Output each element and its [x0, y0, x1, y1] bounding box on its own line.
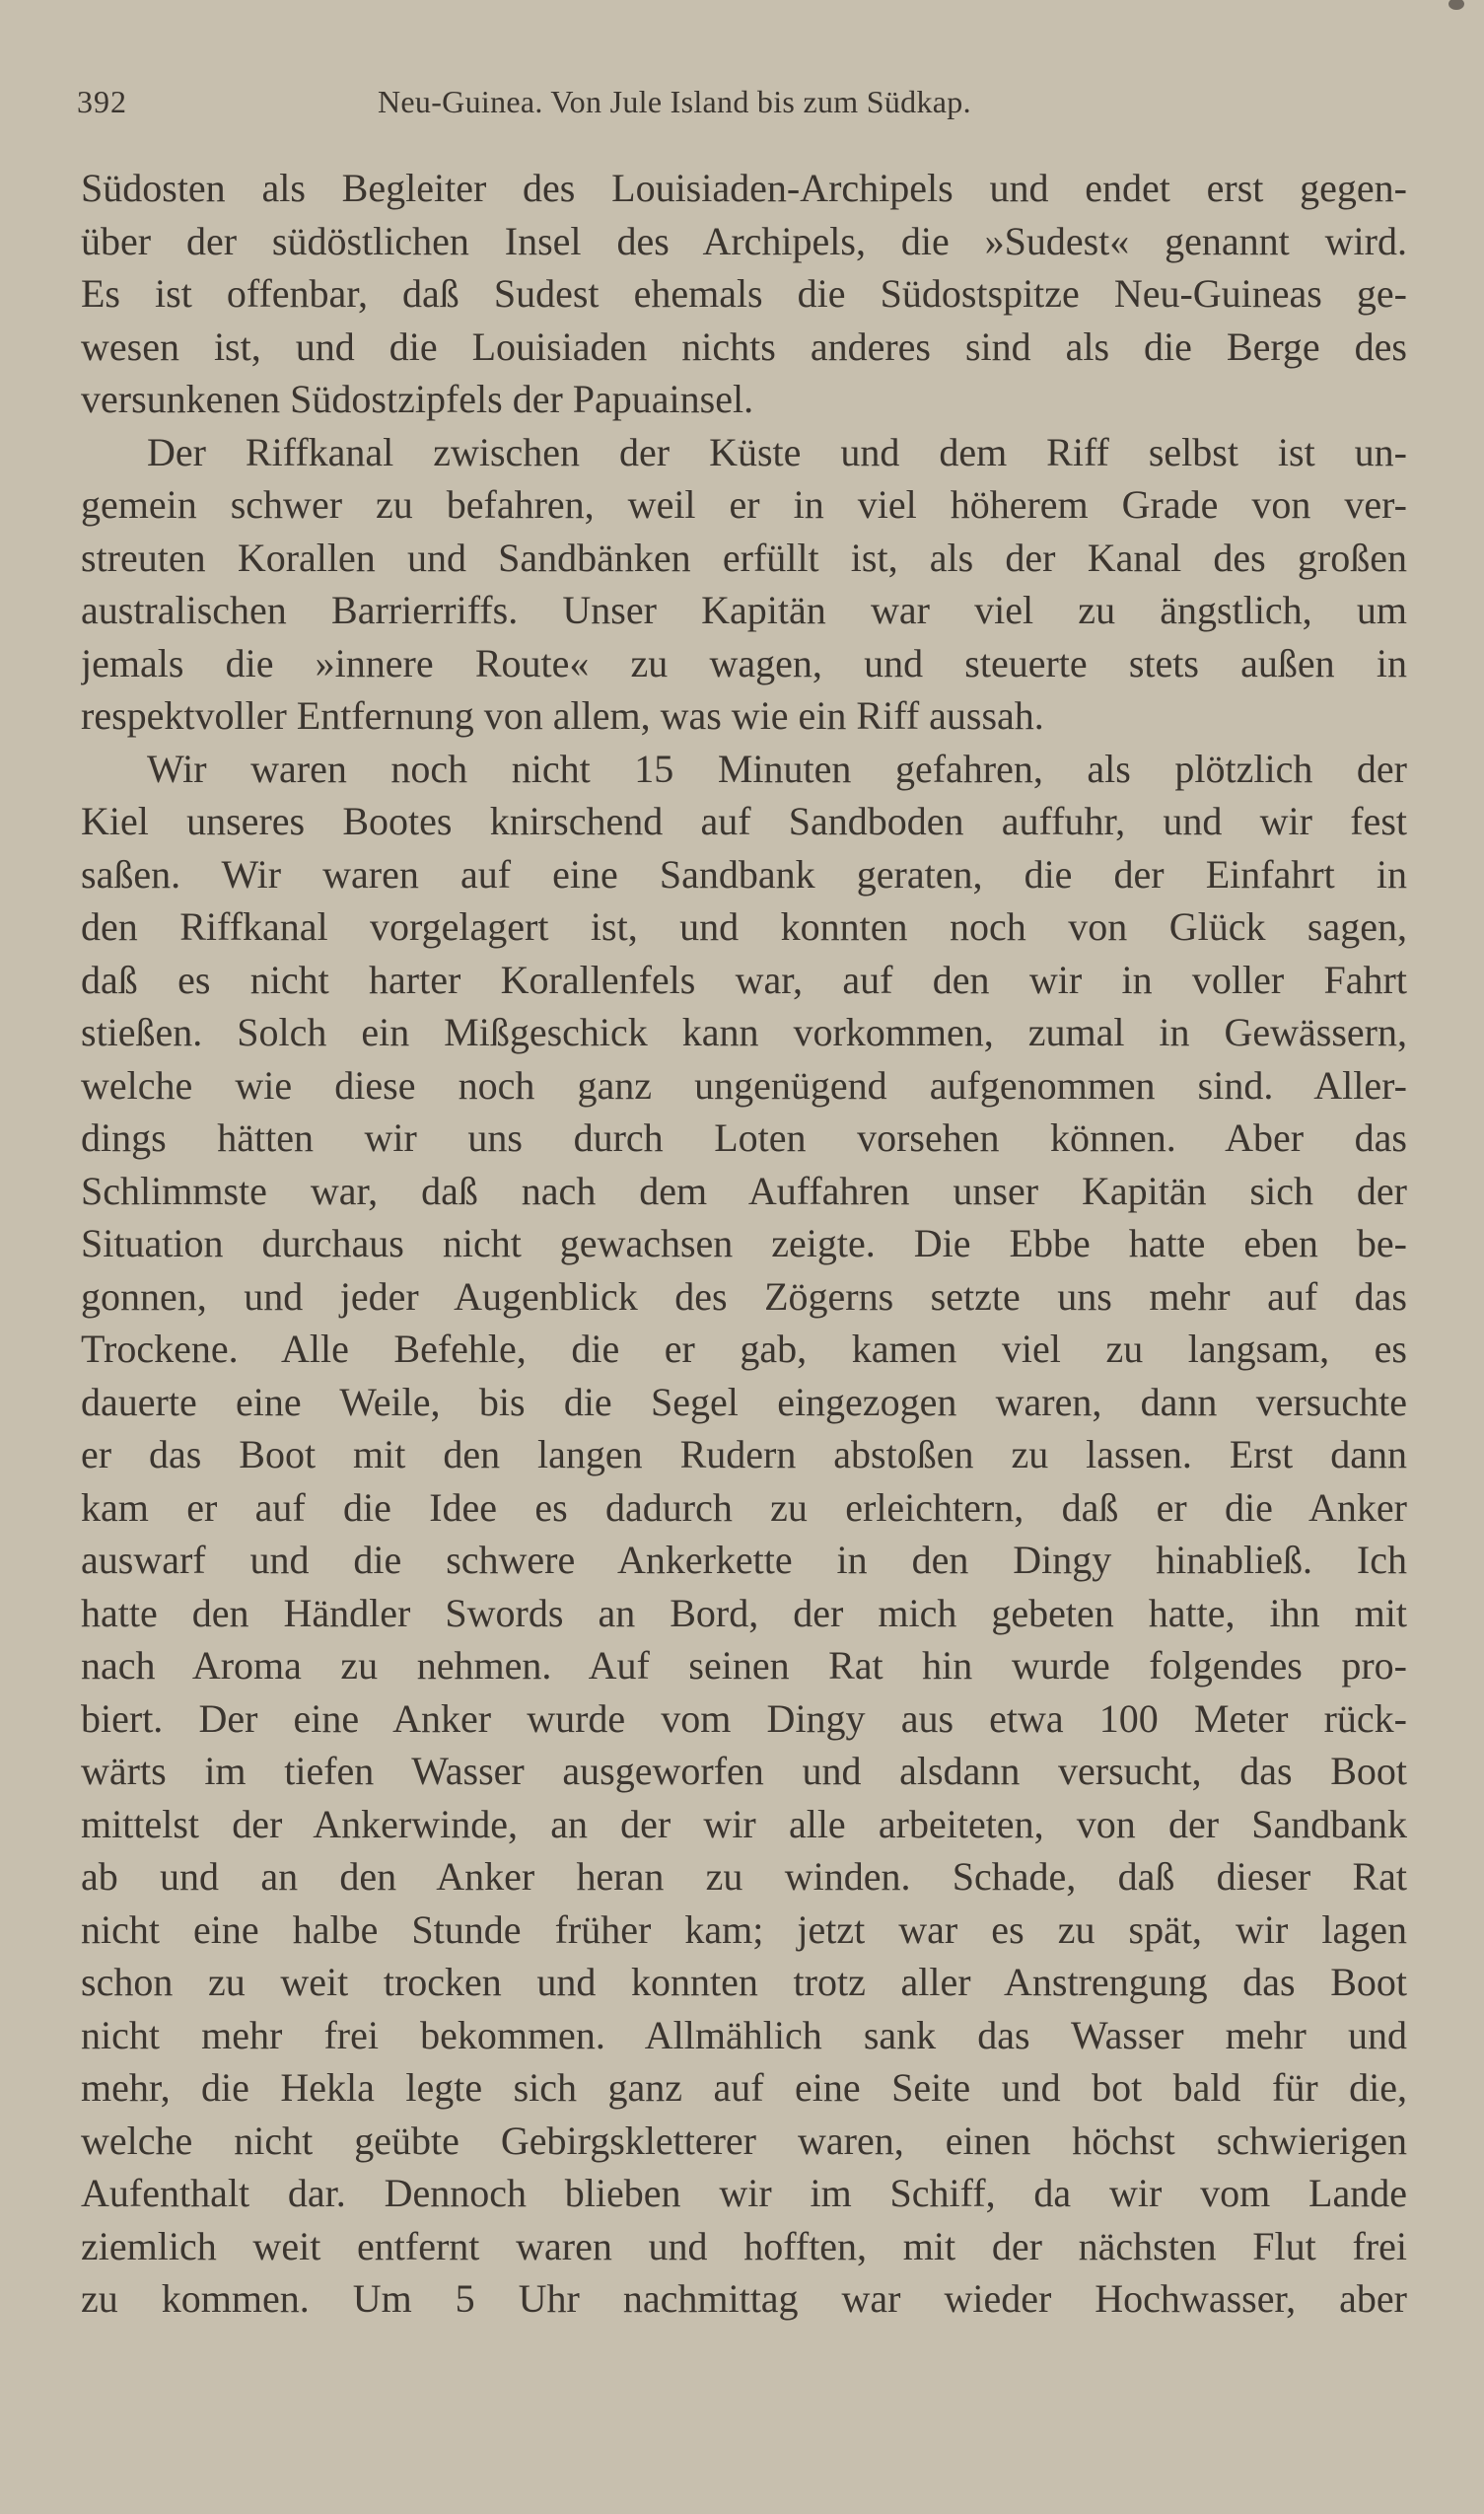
text-line: auswarf und die schwere Ankerkette in den Dingy hinabließ. Ich	[81, 1538, 1407, 1582]
text-line: ziemlich weit entfernt waren und hofften, mit der nächsten Flut frei	[81, 2223, 1407, 2268]
text-line: hatte den Händler Swords an Bord, der mich gebeten hatte, ihn mit	[81, 1590, 1407, 1635]
text-line: Aufenthalt dar. Dennoch blieben wir im Schiff, da wir vom Lande	[81, 2171, 1407, 2215]
text-line: saßen. Wir waren auf eine Sandbank geraten, die der Einfahrt in	[81, 851, 1407, 897]
text-line: welche nicht geübte Gebirgskletterer waren, einen höchst schwierigen	[81, 2118, 1407, 2163]
text-line: stießen. Solch ein Mißgeschick kann vorkommen, zumal in Gewässern,	[81, 1010, 1407, 1054]
text-line: ab und an den Anker heran zu winden. Schade, daß dieser Rat	[81, 1854, 1407, 1899]
text-line: nicht eine halbe Stunde früher kam; jetzt war es zu spät, wir lagen	[81, 1906, 1407, 1952]
text-line: gonnen, und jeder Augenblick des Zögerns setzte uns mehr auf das	[81, 1273, 1407, 1319]
text-line: Schlimmste war, daß nach dem Auffahren unser Kapitän sich der	[81, 1168, 1407, 1213]
text-line: kam er auf die Idee es dadurch zu erleichtern, daß er die Anker	[81, 1484, 1407, 1530]
text-line: welche wie diese noch ganz ungenügend aufgenommen sind. Aller-	[81, 1062, 1407, 1108]
text-line: dings hätten wir uns durch Loten vorsehen können. Aber das	[81, 1115, 1407, 1160]
page-header	[77, 77, 1408, 126]
text-line: biert. Der eine Anker wurde vom Dingy aus etwa 100 Meter rück-	[81, 1695, 1407, 1741]
text-line: Kiel unseres Bootes knirschend auf Sandboden auffuhr, und wir fest	[81, 799, 1407, 843]
text-line: nach Aroma zu nehmen. Auf seinen Rat hin wurde folgendes pro-	[81, 1643, 1407, 1688]
page-number: 392	[77, 84, 127, 119]
text-line: australischen Barrierriffs. Unser Kapitän war viel zu ängstlich, um	[81, 588, 1407, 632]
text-line: Trockene. Alle Befehle, die er gab, kamen viel zu langsam, es	[81, 1327, 1407, 1371]
text-line: wesen ist, und die Louisiaden nichts anderes sind als die Berge des	[81, 323, 1407, 369]
text-line: dauerte eine Weile, bis die Segel eingezogen waren, dann versuchte	[81, 1379, 1407, 1424]
body-text	[81, 162, 1407, 2326]
text-line: respektvoller Entfernung von allem, was wie ein Riff aussah.	[81, 693, 1044, 738]
text-line: über der südöstlichen Insel des Archipels, die »Sudest« genannt wird.	[81, 218, 1407, 263]
text-line: Südosten als Begleiter des Louisiaden-Archipels und endet erst gegen-	[81, 166, 1407, 210]
text-line: streuten Korallen und Sandbänken erfüllt ist, als der Kanal des großen	[81, 535, 1407, 580]
text-line: Situation durchaus nicht gewachsen zeigte. Die Ebbe hatte eben be-	[81, 1221, 1407, 1265]
running-head: Neu-Guinea. Von Jule Island bis zum Südkap.	[378, 84, 971, 119]
text-line: wärts im tiefen Wasser ausgeworfen und alsdann versucht, das Boot	[81, 1749, 1407, 1793]
text-line: nicht mehr frei bekommen. Allmählich sank das Wasser mehr und	[81, 2012, 1407, 2057]
text-line: er das Boot mit den langen Rudern abstoßen zu lassen. Erst dann	[81, 1432, 1407, 1476]
text-line: Es ist offenbar, daß Sudest ehemals die Südostspitze Neu-Guineas ge-	[81, 271, 1407, 316]
text-line: daß es nicht harter Korallenfels war, auf den wir in voller Fahrt	[81, 957, 1407, 1002]
text-line: mehr, die Hekla legte sich ganz auf eine Seite und bot bald für die,	[81, 2065, 1407, 2110]
text-line: den Riffkanal vorgelagert ist, und konnten noch von Glück sagen,	[81, 904, 1407, 949]
text-line: mittelst der Ankerwinde, an der wir alle arbeiteten, von der Sandbank	[81, 1801, 1407, 1846]
text-line: gemein schwer zu befahren, weil er in viel höherem Grade von ver-	[81, 482, 1407, 527]
text-line: Wir waren noch nicht 15 Minuten gefahren, als plötzlich der	[147, 746, 1407, 791]
text-line: versunkenen Südostzipfels der Papuainsel.	[81, 377, 754, 421]
text-line: Der Riffkanal zwischen der Küste und dem Riff selbst ist un-	[147, 429, 1407, 474]
text-line: zu kommen. Um 5 Uhr nachmittag war wieder Hochwasser, aber	[81, 2276, 1407, 2321]
text-line: jemals die »innere Route« zu wagen, und steuerte stets außen in	[81, 640, 1407, 685]
text-line: schon zu weit trocken und konnten trotz aller Anstrengung das Boot	[81, 1960, 1407, 2004]
page-corner-mark	[1449, 0, 1464, 10]
